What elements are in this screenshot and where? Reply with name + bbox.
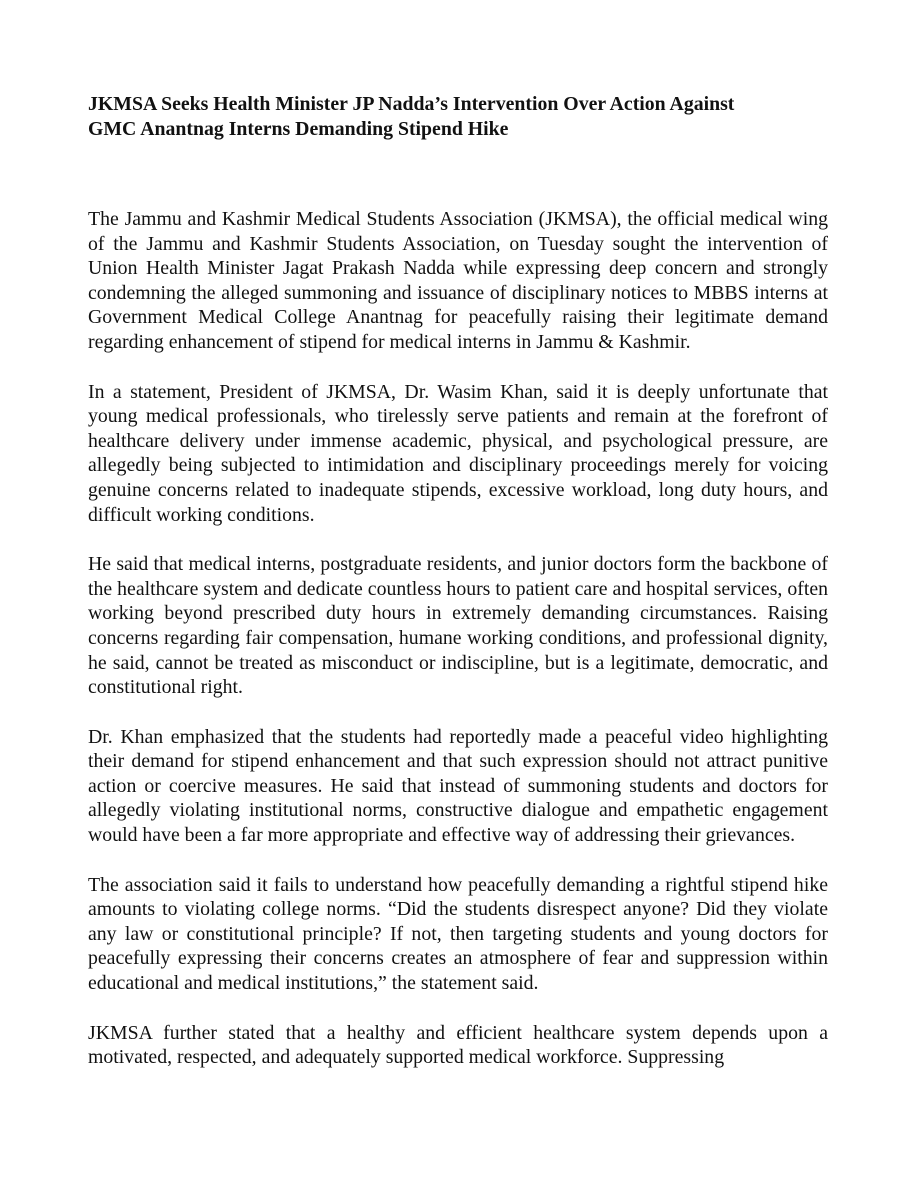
paragraph-2: In a statement, President of JKMSA, Dr. Wasim Khan, said it is deeply unfortunate that young medical professionals, who tirelessly serve patients and remain at the forefront of healthcare delivery under immense academic, physical, and psychological pressure, are allegedly being subjected to intimidation and disciplinary proceedings merely for voicing genuine concerns related to inadequate stipends, excessive workload, long duty hours, and difficult working conditions. [88,380,828,526]
title-line-1: JKMSA Seeks Health Minister JP Nadda’s Intervention Over Action Against [88,93,735,115]
paragraph-4: Dr. Khan emphasized that the students had reportedly made a peaceful video highlighting their demand for stipend enhancement and that such expression should not attract punitive action or coercive measures. He said that instead of summoning students and doctors for allegedly violating institutional norms, constructive dialogue and empathetic engagement would have been a far more appropriate and effective way of addressing their grievances. [88,725,828,847]
paragraph-3: He said that medical interns, postgraduate residents, and junior doctors form the backbone of the healthcare system and dedicate countless hours to patient care and hospital services, often working beyond prescribed duty hours in extremely demanding circumstances. Raising concerns regarding fair compensation, humane working conditions, and professional dignity, he said, cannot be treated as misconduct or indiscipline, but is a legitimate, democratic, and constitutional right. [88,553,828,699]
document-title [88,92,828,142]
paragraph-5: The association said it fails to understand how peacefully demanding a rightful stipend hike amounts to violating college norms. “Did the students disrespect anyone? Did they violate any law or constitutional principle? If not, then targeting students and young doctors for peacefully expressing their concerns creates an atmosphere of fear and suppression within educational and medical institutions,” the statement said. [88,873,828,995]
title-line-2: GMC Anantnag Interns Demanding Stipend Hike [88,118,509,140]
document-body [88,92,828,1070]
paragraph-6: JKMSA further stated that a healthy and efficient healthcare system depends upon a motivated, respected, and adequately supported medical workforce. Suppressing [88,1021,828,1069]
paragraph-1: The Jammu and Kashmir Medical Students Association (JKMSA), the official medical wing of the Jammu and Kashmir Students Association, on Tuesday sought the intervention of Union Health Minister Jagat Prakash Nadda while expressing deep concern and strongly condemning the alleged summoning and issuance of disciplinary notices to MBBS interns at Government Medical College Anantnag for peacefully raising their legitimate demand regarding enhancement of stipend for medical interns in Jammu & Kashmir. [88,208,828,353]
